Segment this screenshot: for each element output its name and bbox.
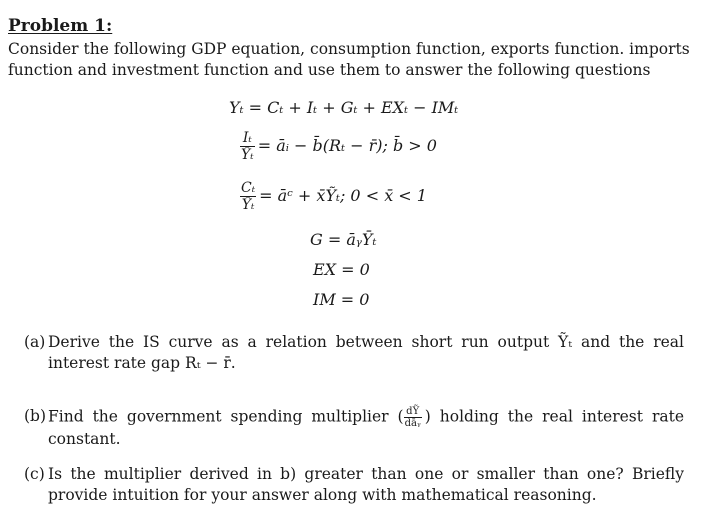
investment-denominator: Ȳₜ [241, 147, 254, 163]
question-a [24, 332, 684, 374]
multiplier-fraction [404, 406, 422, 429]
consumption-equation [240, 180, 427, 213]
question-b-text-before: Find the government spending multiplier ( [48, 407, 404, 426]
investment-rhs: = āᵢ − b̄(Rₜ − r̄); b̄ > 0 [257, 136, 437, 155]
problem-title: Problem 1: [8, 16, 113, 36]
exports-equation: EX = 0 [313, 260, 370, 279]
gdp-equation: Yₜ = Cₜ + Iₜ + Gₜ + EXₜ − IMₜ [229, 98, 459, 117]
question-a-text: Derive the IS curve as a relation between short run output Ỹₜ and the real interest rate gap Rₜ − r̄. [48, 333, 684, 372]
question-c-text: Is the multiplier derived in b) greater than one or smaller than one? Briefly provide intuition for your answer along with mathematical reasoning. [48, 465, 684, 504]
question-b-body [48, 406, 684, 450]
multiplier-denominator: dāᵧ [404, 418, 421, 429]
intro-line-1: Consider the following GDP equation, consumption function, exports function. imports [8, 40, 690, 58]
investment-numerator: Iₜ [240, 130, 255, 147]
question-c-label: (c) [24, 465, 45, 483]
intro-line-2: function and investment function and use them to answer the following questions [8, 61, 651, 79]
question-a-label: (a) [24, 333, 46, 351]
question-c [24, 464, 684, 506]
consumption-fraction [240, 180, 256, 213]
investment-fraction [240, 130, 255, 163]
question-b [24, 406, 684, 450]
question-b-text-after: ) holding the real interest rate constant. [48, 407, 685, 448]
government-equation: G = āᵧȲₜ [310, 230, 377, 249]
consumption-rhs: = āᶜ + x̄Ỹₜ; 0 < x̄ < 1 [259, 186, 427, 205]
consumption-denominator: Ȳₜ [241, 197, 255, 213]
investment-equation [240, 130, 437, 163]
problem-intro [8, 39, 698, 81]
consumption-numerator: Cₜ [241, 180, 256, 196]
imports-equation: IM = 0 [313, 290, 370, 309]
question-b-label: (b) [24, 407, 47, 425]
multiplier-numerator: dỸ [404, 406, 422, 418]
